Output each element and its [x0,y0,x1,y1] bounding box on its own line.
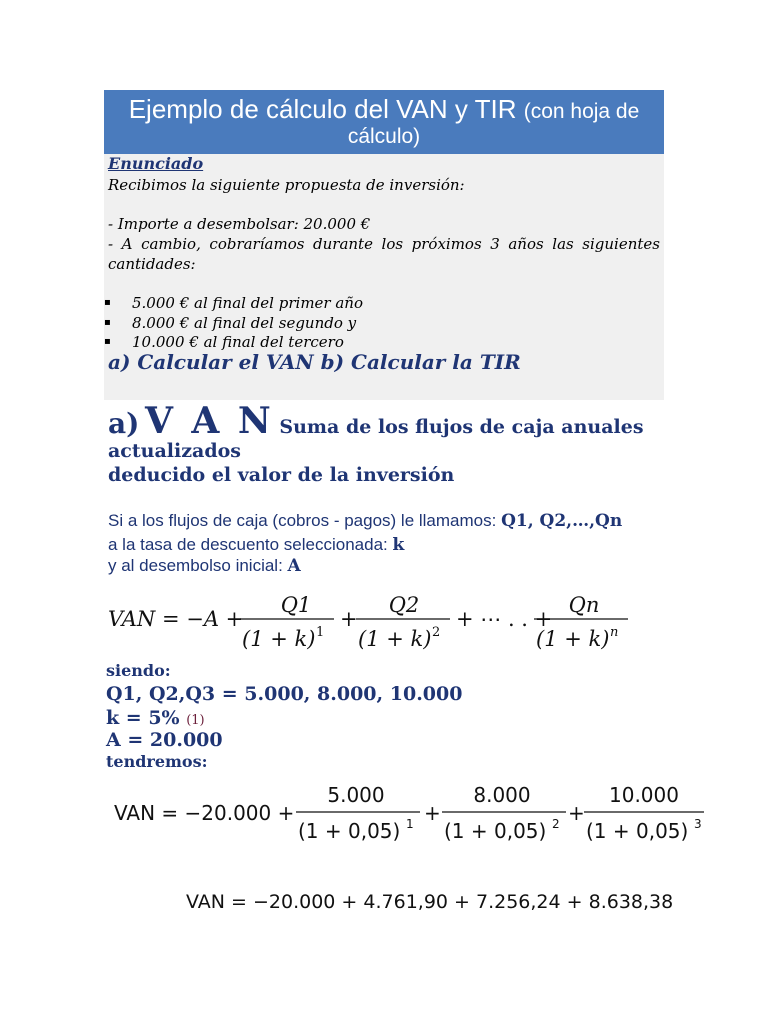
formula-numeric-t3-den: (1 + 0,05) [586,819,689,843]
bullet-item: 10.000 € al final del tercero [132,333,344,351]
formula-result: VAN = −20.000 + 4.761,90 + 7.256,24 + 8.638,38 [186,891,674,913]
definition-k-bold: k [392,535,405,555]
given-tendremos: tendremos: [106,752,208,771]
title-small: (con hoja de [523,100,640,123]
enunciado-intro: Recibimos la siguiente propuesta de inversión: [108,176,465,194]
formula-numeric-t3-num: 10.000 [609,783,679,807]
definition-k-text: a la tasa de descuento seleccionada: [108,535,393,554]
definition-q-text: Si a los flujos de caja (cobros - pagos) le llamamos: [108,511,502,530]
definition-a-text: y al desembolso inicial: [108,556,288,575]
formula-numeric-t1-den: (1 + 0,05) [298,819,401,843]
task-statement: a) Calcular el VAN b) Calcular la TIR [108,350,521,374]
formula-numeric-t2-exp: 2 [552,817,560,831]
formula-numeric-t3-exp: 3 [694,817,702,831]
formula-general-plus: + [340,607,358,631]
formula-general-tn-num: Qn [568,593,600,617]
formula-general-t1-exp: 1 [316,625,325,640]
given-k-note: (1) [186,713,205,728]
enunciado-importe: - Importe a desembolsar: 20.000 € [108,215,371,233]
formula-general [100,586,660,658]
bullet-marker: ▪ [104,336,111,347]
formula-general-dots: + ⋯ . . + [456,607,553,631]
bullet-item: 5.000 € al final del primer año [132,294,363,312]
van-desc-3: deducido el valor de la inversión [108,464,455,486]
bullet-marker: ▪ [104,317,111,328]
title-main: Ejemplo de cálculo del VAN y TIR [128,94,517,124]
given-siendo: siendo: [106,661,171,680]
van-desc-2: actualizados [108,440,241,462]
formula-general-t2-den: (1 + k) [358,627,432,651]
van-heading [108,400,644,442]
enunciado-heading: Enunciado [108,154,204,173]
enunciado-cambio-1: - A cambio, cobraríamos durante los próximos 3 años las siguientes [108,235,660,253]
title-banner [104,90,664,154]
formula-numeric-plus: + [424,801,441,825]
van-desc-1: Suma de los flujos de caja anuales [279,416,644,438]
given-k-value: k = 5% [106,707,180,729]
formula-general-tn-exp: n [610,625,619,640]
definition-a [108,556,301,576]
formula-numeric-t2-num: 8.000 [473,783,531,807]
definition-q-bold: Q1, Q2,…,Qn [501,511,623,531]
definition-a-bold: A [287,556,301,576]
formula-numeric-lhs: VAN = −20.000 + [114,801,295,825]
formula-general-tn-den: (1 + k) [536,627,610,651]
bullet-item: 8.000 € al final del segundo y [132,314,357,332]
title-line-2: cálculo) [347,125,421,148]
formula-numeric [110,780,710,850]
van-prefix: a) [108,407,140,440]
bullet-marker: ▪ [104,297,111,308]
formula-numeric-t1-exp: 1 [406,817,414,831]
enunciado-box [104,154,664,400]
formula-general-t2-exp: 2 [432,625,441,640]
formula-general-t2-num: Q2 [388,593,420,617]
formula-general-t1-num: Q1 [280,593,312,617]
definition-k [108,535,404,555]
formula-general-t1-den: (1 + k) [242,627,316,651]
enunciado-cambio-2: cantidades: [108,255,196,273]
formula-numeric-plus: + [568,801,585,825]
given-q-values: Q1, Q2,Q3 = 5.000, 8.000, 10.000 [106,683,463,705]
given-k [106,707,205,729]
van-big: V A N [144,400,274,442]
formula-general-lhs: VAN = −A + [108,607,244,631]
definition-q [108,511,622,531]
formula-numeric-t1-num: 5.000 [327,783,385,807]
given-a-value: A = 20.000 [106,729,223,751]
formula-numeric-t2-den: (1 + 0,05) [444,819,547,843]
